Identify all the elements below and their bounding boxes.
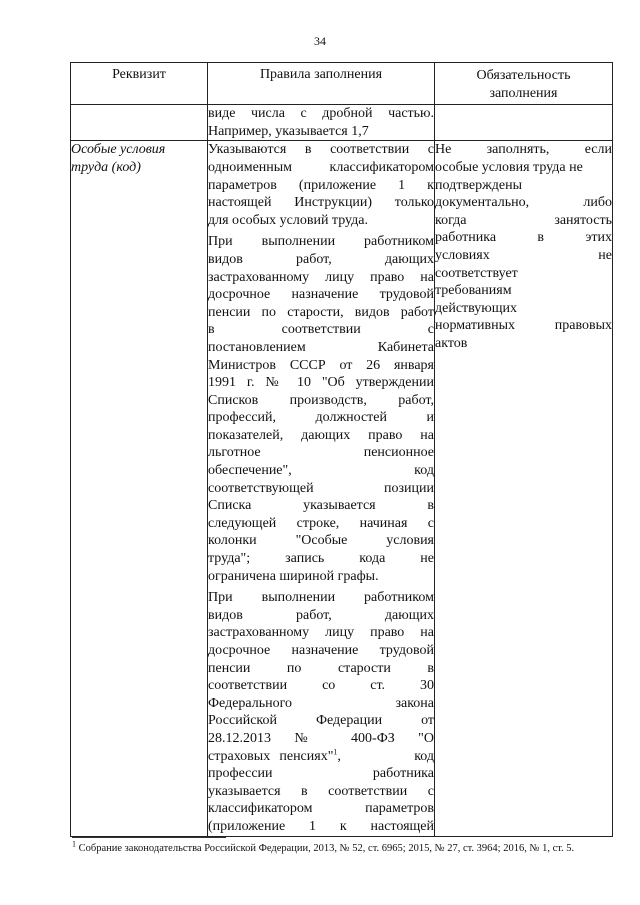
rule-line: пенсии по старости, видов работ <box>208 304 434 320</box>
header-obligation <box>435 63 613 105</box>
requisites-table <box>70 62 613 837</box>
rule-line: Например, указывается 1,7 <box>208 123 369 139</box>
rule-line: для особых условий труда. <box>208 212 368 228</box>
rule-line: классификатором параметров <box>208 801 434 817</box>
requisite-line: Особые условия <box>71 142 166 158</box>
special-conditions-requisite-cell <box>71 141 208 836</box>
obligation-line: соответствует <box>435 265 518 281</box>
rule-line: досрочное назначение трудовой <box>208 643 434 658</box>
rule-line: обеспечение", код <box>208 463 434 479</box>
header-obligation-line1: Обязательность <box>476 68 571 83</box>
rule-line: (приложение 1 к настоящей <box>208 818 434 834</box>
footnote-reference: 1 <box>333 746 338 756</box>
special-conditions-rule-cell <box>208 141 435 836</box>
rule-line: Министров СССР от 26 января <box>208 357 434 373</box>
page-number: 34 <box>314 34 326 48</box>
rule-line: При выполнении работником <box>208 234 434 250</box>
rule-line: видов работ, дающих <box>208 251 434 267</box>
rule-line: льготное пенсионное <box>208 445 434 461</box>
rule-paragraph-1 <box>208 141 434 229</box>
rule-line: Указываются в соответствии с <box>208 142 434 158</box>
rule-line: Списков производств, работ, <box>208 392 434 408</box>
obligation-line: актов <box>435 335 468 351</box>
rule-line: застрахованному лицу право на <box>208 269 434 285</box>
header-rules: Правила заполнения <box>208 63 435 105</box>
footnote <box>72 839 612 856</box>
rule-paragraph-2 <box>208 233 434 585</box>
rule-line: соответствии со ст. 30 <box>208 678 434 694</box>
table-row <box>71 105 613 141</box>
rule-line: профессии работника <box>208 766 434 782</box>
obligation-line: особые условия труда не <box>435 159 583 175</box>
rule-line: колонки "Особые условия <box>208 533 434 549</box>
rule-line: Российской Федерации от <box>208 713 434 729</box>
rule-line: показателей, дающих право на <box>208 427 434 443</box>
rule-line-text: страховых пенсиях" <box>208 748 334 764</box>
rule-line: соответствующей позиции <box>208 480 434 496</box>
rule-line: следующей строке, начиная с <box>208 515 434 531</box>
obligation-line: работника в этих <box>435 230 612 246</box>
footnote-text: Собрание законодательства Российской Федерации, 2013, № 52, ст. 6965; 2015, № 27, ст. 3964; 2016, № 1, ст. 5. <box>78 843 575 854</box>
special-conditions-obligation-cell <box>435 141 613 836</box>
footnote-separator <box>72 837 226 838</box>
rule-line: пенсии по старости в <box>208 660 434 676</box>
rule-line: видов работ, дающих <box>208 607 434 623</box>
obligation-line: когда занятость <box>435 212 612 228</box>
rule-line: досрочное назначение трудовой <box>208 287 434 303</box>
rule-line: застрахованному лицу право на <box>208 625 434 641</box>
code-word: код <box>414 748 434 764</box>
continuation-obligation-cell <box>435 105 613 141</box>
obligation-line: нормативных правовых <box>435 318 612 334</box>
rule-line: одноименным классификатором <box>208 159 434 175</box>
rule-line: Списка указывается в <box>208 498 434 514</box>
header-obligation-line2: заполнения <box>489 85 558 101</box>
rule-line: настоящей Инструкции) только <box>208 195 434 211</box>
table-header-row <box>71 63 613 105</box>
rule-line: указывается в соответствии с <box>208 783 434 799</box>
rule-line: Федерального закона <box>208 695 434 711</box>
obligation-line: подтверждены <box>435 177 522 193</box>
rule-line: 1991 г. № 10 "Об утверждении <box>208 375 434 391</box>
rule-line: виде числа с дробной частью. <box>208 106 434 122</box>
rule-line-with-footnote: страховых пенсиях"$^1$, код <box>208 746 434 764</box>
header-requisite: Реквизит <box>71 63 208 105</box>
rule-line: ограничена шириной графы. <box>208 568 379 584</box>
continuation-rule-cell <box>208 105 435 141</box>
rule-line: постановлением Кабинета <box>208 339 434 355</box>
rule-line: труда"; запись кода не <box>208 551 434 567</box>
obligation-line: Не заполнять, если <box>435 142 612 158</box>
rule-line: параметров (приложение 1 к <box>208 177 434 193</box>
obligation-line: требованиям <box>435 283 512 299</box>
rule-line: в соответствии с <box>208 322 434 338</box>
obligation-line: действующих <box>435 300 518 316</box>
rule-line: При выполнении работником <box>208 590 434 606</box>
obligation-line: условиях не <box>435 247 612 263</box>
obligation-line: документально, либо <box>435 195 612 211</box>
footnote-mark: 1 <box>72 839 76 849</box>
requisite-line: труда (код) <box>71 159 141 175</box>
rule-line: 28.12.2013 № 400-ФЗ "О <box>208 730 434 746</box>
table-row <box>71 141 613 836</box>
continuation-requisite-cell <box>71 105 208 141</box>
rule-line: профессий, должностей и <box>208 410 434 426</box>
rule-paragraph-3 <box>208 589 434 835</box>
